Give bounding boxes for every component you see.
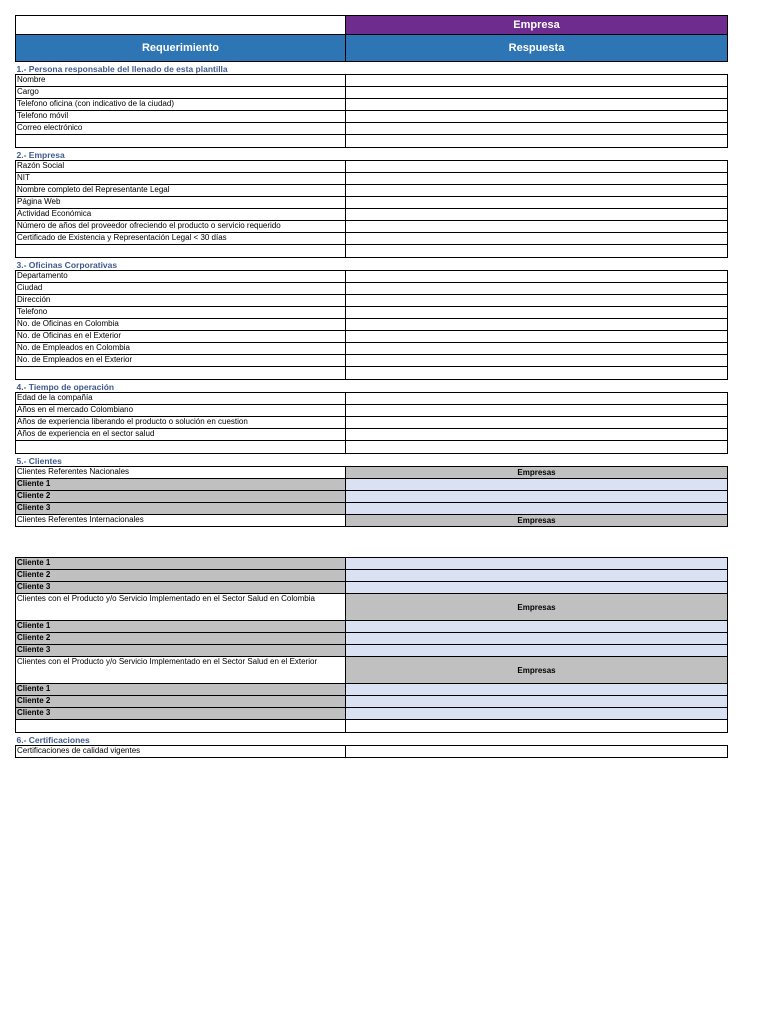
client-response-cell[interactable]	[346, 503, 728, 515]
response-cell[interactable]	[346, 343, 728, 355]
response-cell[interactable]	[346, 746, 728, 758]
requirement-label: Años de experiencia liberando el producto o solución en cuestion	[16, 417, 346, 429]
spacer	[16, 527, 728, 558]
table-row	[16, 491, 728, 503]
table-row	[16, 185, 728, 197]
response-cell[interactable]	[346, 283, 728, 295]
response-cell[interactable]	[346, 295, 728, 307]
table-row	[16, 75, 728, 87]
client-label: Cliente 1	[16, 621, 346, 633]
requirement-header: Requerimiento	[16, 35, 346, 62]
requirement-label: Nombre completo del Representante Legal	[16, 185, 346, 197]
requirement-label: Certificaciones de calidad vigentes	[16, 746, 346, 758]
response-cell[interactable]	[346, 161, 728, 173]
client-response-cell[interactable]	[346, 696, 728, 708]
blank-cell[interactable]	[346, 245, 728, 258]
table-row	[16, 558, 728, 570]
table-row	[16, 708, 728, 720]
requirement-label: Número de años del proveedor ofreciendo el producto o servicio requerido	[16, 221, 346, 233]
requirement-label: Telefono móvil	[16, 111, 346, 123]
section-title-6: 6.- Certificaciones	[16, 735, 90, 745]
blank-cell[interactable]	[346, 367, 728, 380]
table-row	[16, 319, 728, 331]
table-row	[16, 696, 728, 708]
table-row	[16, 233, 728, 245]
requirement-label: Actividad Económica	[16, 209, 346, 221]
company-header: Empresa	[346, 16, 728, 35]
client-label: Cliente 2	[16, 570, 346, 582]
table-row	[16, 582, 728, 594]
response-cell[interactable]	[346, 331, 728, 343]
table-row	[16, 173, 728, 185]
response-cell[interactable]	[346, 111, 728, 123]
client-response-cell[interactable]	[346, 645, 728, 657]
response-cell[interactable]	[346, 319, 728, 331]
client-label: Cliente 3	[16, 503, 346, 515]
response-cell[interactable]	[346, 87, 728, 99]
requirement-label: No. de Empleados en el Exterior	[16, 355, 346, 367]
table-row	[16, 393, 728, 405]
response-cell[interactable]	[346, 197, 728, 209]
requirement-label: No. de Empleados en Colombia	[16, 343, 346, 355]
requirement-label: Telefono	[16, 307, 346, 319]
table-row	[16, 209, 728, 221]
clients-health-exterior-label: Clientes con el Producto y/o Servicio Implementado en el Sector Salud en el Exterior	[16, 657, 346, 684]
requirement-label: Correo electrónico	[16, 123, 346, 135]
blank-cell[interactable]	[346, 135, 728, 148]
blank-cell[interactable]	[346, 441, 728, 454]
table-row	[16, 99, 728, 111]
empresas-header: Empresas	[346, 657, 728, 684]
requirement-label: Edad de la compañía	[16, 393, 346, 405]
table-row	[16, 343, 728, 355]
client-label: Cliente 3	[16, 708, 346, 720]
requirement-label: Años en el mercado Colombiano	[16, 405, 346, 417]
requirement-label: Certificado de Existencia y Representación Legal < 30 días	[16, 233, 346, 245]
response-cell[interactable]	[346, 173, 728, 185]
client-response-cell[interactable]	[346, 570, 728, 582]
table-row	[16, 684, 728, 696]
client-label: Cliente 2	[16, 491, 346, 503]
clients-international-label: Clientes Referentes Internacionales	[16, 515, 346, 527]
response-cell[interactable]	[346, 429, 728, 441]
requirement-label: Cargo	[16, 87, 346, 99]
table-row	[16, 307, 728, 319]
table-row	[16, 594, 728, 621]
table-row	[16, 221, 728, 233]
table-row	[16, 161, 728, 173]
client-response-cell[interactable]	[346, 479, 728, 491]
blank-cell	[16, 245, 346, 258]
response-cell[interactable]	[346, 123, 728, 135]
requirement-label: No. de Oficinas en el Exterior	[16, 331, 346, 343]
table-row	[16, 295, 728, 307]
response-cell[interactable]	[346, 221, 728, 233]
form-sheet	[15, 15, 727, 758]
client-label: Cliente 2	[16, 633, 346, 645]
table-row	[16, 570, 728, 582]
table-row	[16, 197, 728, 209]
section-title-1: 1.- Persona responsable del llenado de esta plantilla	[16, 64, 228, 74]
clients-national-label: Clientes Referentes Nacionales	[16, 467, 346, 479]
client-response-cell[interactable]	[346, 684, 728, 696]
response-cell[interactable]	[346, 355, 728, 367]
empresas-header: Empresas	[346, 467, 728, 479]
requirement-label: Nombre	[16, 75, 346, 87]
requirement-label: Años de experiencia en el sector salud	[16, 429, 346, 441]
client-label: Cliente 2	[16, 696, 346, 708]
client-response-cell[interactable]	[346, 558, 728, 570]
response-header: Respuesta	[346, 35, 728, 62]
client-response-cell[interactable]	[346, 708, 728, 720]
table-row	[16, 515, 728, 527]
table-row	[16, 633, 728, 645]
table-row	[16, 621, 728, 633]
client-label: Cliente 1	[16, 479, 346, 491]
clients-health-colombia-label: Clientes con el Producto y/o Servicio Implementado en el Sector Salud en Colombia	[16, 594, 346, 621]
requirement-label: Telefono oficina (con indicativo de la ciudad)	[16, 99, 346, 111]
response-cell[interactable]	[346, 185, 728, 197]
table-row	[16, 467, 728, 479]
company-header-row	[16, 16, 728, 35]
table-row	[16, 657, 728, 684]
table-row	[16, 479, 728, 491]
response-cell[interactable]	[346, 233, 728, 245]
client-response-cell[interactable]	[346, 491, 728, 503]
response-cell[interactable]	[346, 99, 728, 111]
response-cell[interactable]	[346, 405, 728, 417]
table-row	[16, 405, 728, 417]
client-label: Cliente 3	[16, 582, 346, 594]
empty-header-cell	[16, 16, 346, 35]
empresas-header: Empresas	[346, 515, 728, 527]
requirement-label: Página Web	[16, 197, 346, 209]
section-title-2: 2.- Empresa	[16, 150, 65, 160]
response-cell[interactable]	[346, 417, 728, 429]
response-cell[interactable]	[346, 209, 728, 221]
table-row	[16, 123, 728, 135]
blank-cell[interactable]	[346, 720, 728, 733]
table-row	[16, 746, 728, 758]
client-label: Cliente 1	[16, 684, 346, 696]
empresas-header: Empresas	[346, 594, 728, 621]
client-response-cell[interactable]	[346, 621, 728, 633]
blank-cell	[16, 441, 346, 454]
table-row	[16, 429, 728, 441]
table-row	[16, 87, 728, 99]
table-row	[16, 283, 728, 295]
blank-cell	[16, 720, 346, 733]
table-row	[16, 271, 728, 283]
response-cell[interactable]	[346, 271, 728, 283]
client-label: Cliente 1	[16, 558, 346, 570]
column-header-row	[16, 35, 728, 62]
client-label: Cliente 3	[16, 645, 346, 657]
blank-cell	[16, 135, 346, 148]
requirement-label: Razón Social	[16, 161, 346, 173]
blank-cell	[16, 367, 346, 380]
response-cell[interactable]	[346, 307, 728, 319]
table-row	[16, 503, 728, 515]
response-cell[interactable]	[346, 75, 728, 87]
requirement-label: NIT	[16, 173, 346, 185]
requirement-label: Departamento	[16, 271, 346, 283]
section-title-5: 5.- Clientes	[16, 456, 62, 466]
response-cell[interactable]	[346, 393, 728, 405]
requirement-label: No. de Oficinas en Colombia	[16, 319, 346, 331]
section-title-3: 3.- Oficinas Corporativas	[16, 260, 118, 270]
table-row	[16, 355, 728, 367]
requirement-label: Ciudad	[16, 283, 346, 295]
table-row	[16, 111, 728, 123]
client-response-cell[interactable]	[346, 633, 728, 645]
table-row	[16, 331, 728, 343]
table-row	[16, 645, 728, 657]
table-row	[16, 417, 728, 429]
section-title-4: 4.- Tiempo de operación	[16, 382, 115, 392]
requirement-label: Dirección	[16, 295, 346, 307]
client-response-cell[interactable]	[346, 582, 728, 594]
requirements-table	[15, 15, 728, 758]
